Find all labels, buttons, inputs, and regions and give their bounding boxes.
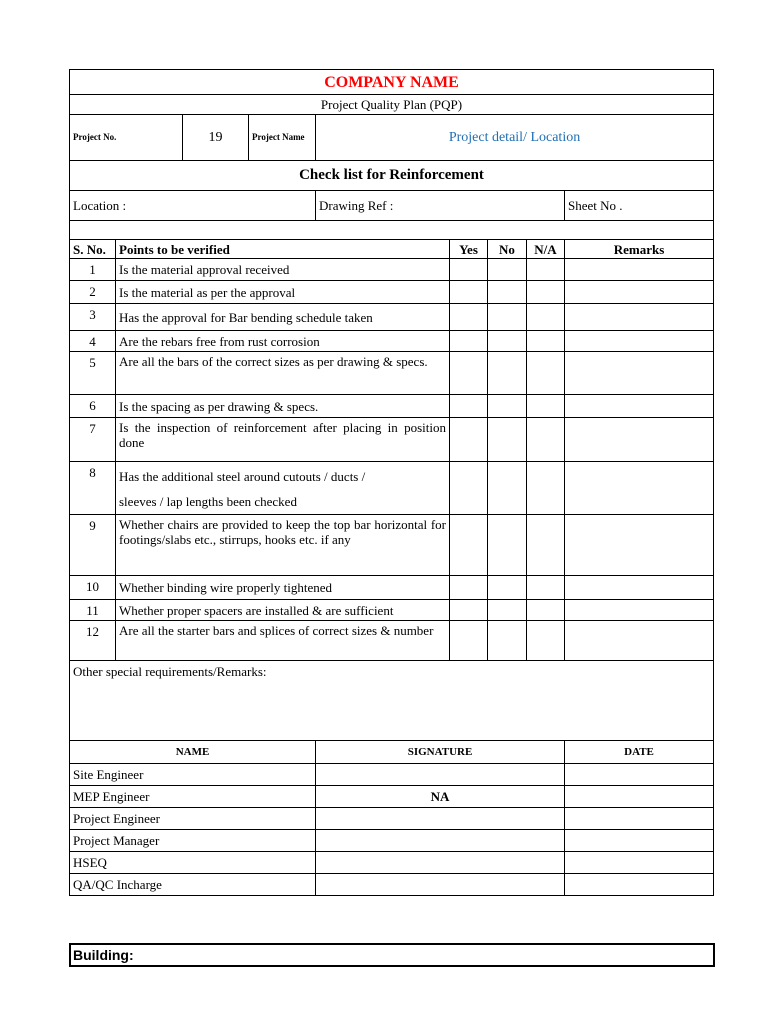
no-cell[interactable] [488,331,527,352]
table-row [70,281,714,304]
no-cell[interactable] [488,259,527,281]
company-row [70,70,714,95]
table-row [70,515,714,576]
signoff-row [70,874,714,896]
row-point-line: Has the additional steel around cutouts / ducts / [119,469,366,484]
checklist-table [69,69,714,896]
no-cell[interactable] [488,395,527,418]
no-cell[interactable] [488,418,527,462]
other-remarks-row [70,661,714,741]
yes-cell[interactable] [450,281,488,304]
row-number: 6 [70,395,116,418]
other-remarks-field[interactable]: Other special requirements/Remarks: [70,661,714,741]
col-signature: SIGNATURE [316,741,565,764]
row-number: 12 [70,621,116,661]
date-cell[interactable] [565,874,714,896]
row-number: 4 [70,331,116,352]
remarks-cell[interactable] [565,395,714,418]
project-name-label: Project Name [249,115,316,161]
row-number: 11 [70,600,116,621]
yes-cell[interactable] [450,395,488,418]
project-detail: Project detail/ Location [316,115,714,161]
na-cell[interactable] [527,621,565,661]
yes-cell[interactable] [450,259,488,281]
pqp-row [70,95,714,115]
row-number: 2 [70,281,116,304]
table-row [70,259,714,281]
checklist-sheet [69,69,713,896]
na-cell[interactable] [527,576,565,600]
na-cell[interactable] [527,281,565,304]
signature-cell[interactable] [316,764,565,786]
na-cell[interactable] [527,418,565,462]
signature-cell[interactable] [316,874,565,896]
signature-cell[interactable] [316,852,565,874]
signoff-name: Project Manager [70,830,316,852]
table-row [70,395,714,418]
date-cell[interactable] [565,808,714,830]
signoff-row [70,830,714,852]
na-cell[interactable] [527,331,565,352]
yes-cell[interactable] [450,418,488,462]
col-points: Points to be verified [116,240,450,259]
row-point [116,462,450,515]
na-cell[interactable] [527,515,565,576]
row-point: Are all the bars of the correct sizes as per drawing & specs. [116,352,450,395]
remarks-cell[interactable] [565,621,714,661]
remarks-cell[interactable] [565,281,714,304]
table-row [70,600,714,621]
project-no-label: Project No. [70,115,183,161]
no-cell[interactable] [488,576,527,600]
row-point: Is the material as per the approval [116,281,450,304]
na-cell[interactable] [527,304,565,331]
no-cell[interactable] [488,304,527,331]
signoff-name: QA/QC Incharge [70,874,316,896]
signoff-name: Site Engineer [70,764,316,786]
col-date: DATE [565,741,714,764]
table-row [70,352,714,395]
signoff-name: MEP Engineer [70,786,316,808]
col-sno: S. No. [70,240,116,259]
signoff-name: HSEQ [70,852,316,874]
checklist-header-row [70,240,714,259]
spacer-row [70,221,714,240]
col-yes: Yes [450,240,488,259]
no-cell[interactable] [488,352,527,395]
date-cell[interactable] [565,786,714,808]
signoff-row [70,786,714,808]
pqp-subtitle: Project Quality Plan (PQP) [70,95,714,115]
no-cell[interactable] [488,462,527,515]
project-row [70,115,714,161]
no-cell[interactable] [488,600,527,621]
spacer-cell [70,221,714,240]
date-cell[interactable] [565,830,714,852]
row-point: Are all the starter bars and splices of correct sizes & number [116,621,450,661]
table-row [70,576,714,600]
date-cell[interactable] [565,764,714,786]
yes-cell[interactable] [450,515,488,576]
remarks-cell[interactable] [565,600,714,621]
remarks-cell[interactable] [565,304,714,331]
no-cell[interactable] [488,281,527,304]
row-number: 3 [70,304,116,331]
company-name: COMPANY NAME [70,70,714,95]
no-cell[interactable] [488,515,527,576]
yes-cell[interactable] [450,331,488,352]
location-label: Location : [70,191,316,221]
row-point: Is the inspection of reinforcement after placing in position done [116,418,450,462]
row-point: Has the approval for Bar bending schedule taken [116,304,450,331]
col-name: NAME [70,741,316,764]
na-cell[interactable] [527,352,565,395]
title-row [70,161,714,191]
row-number: 10 [70,576,116,600]
na-cell[interactable] [527,395,565,418]
signoff-row [70,808,714,830]
signoff-header-row [70,741,714,764]
row-point: Whether binding wire properly tightened [116,576,450,600]
table-row [70,331,714,352]
row-number: 5 [70,352,116,395]
remarks-cell[interactable] [565,331,714,352]
signoff-row [70,764,714,786]
remarks-cell[interactable] [565,418,714,462]
row-point-line: sleeves / lap lengths been checked [119,494,297,509]
building-field[interactable]: Building: [69,943,715,967]
sheet-no-label: Sheet No . [565,191,714,221]
row-point: Whether proper spacers are installed & are sufficient [116,600,450,621]
signoff-name: Project Engineer [70,808,316,830]
table-row [70,418,714,462]
project-no-value: 19 [183,115,249,161]
remarks-cell[interactable] [565,259,714,281]
row-number: 9 [70,515,116,576]
yes-cell[interactable] [450,352,488,395]
na-cell[interactable] [527,600,565,621]
signature-cell[interactable]: NA [316,786,565,808]
checklist-title: Check list for Reinforcement [70,161,714,191]
table-row [70,621,714,661]
col-no: No [488,240,527,259]
col-na: N/A [527,240,565,259]
col-remarks: Remarks [565,240,714,259]
table-row [70,462,714,515]
yes-cell[interactable] [450,462,488,515]
row-point: Are the rebars free from rust corrosion [116,331,450,352]
signature-cell[interactable] [316,830,565,852]
location-row [70,191,714,221]
row-point: Whether chairs are provided to keep the top bar horizontal for footings/slabs etc., stirrups, hooks etc. if any [116,515,450,576]
row-number: 7 [70,418,116,462]
row-point: Is the spacing as per drawing & specs. [116,395,450,418]
yes-cell[interactable] [450,621,488,661]
yes-cell[interactable] [450,304,488,331]
na-cell[interactable] [527,462,565,515]
yes-cell[interactable] [450,600,488,621]
remarks-cell[interactable] [565,352,714,395]
table-row [70,304,714,331]
row-number: 8 [70,462,116,515]
signoff-row [70,852,714,874]
row-number: 1 [70,259,116,281]
remarks-cell[interactable] [565,576,714,600]
yes-cell[interactable] [450,576,488,600]
remarks-cell[interactable] [565,462,714,515]
signature-cell[interactable] [316,808,565,830]
row-point: Is the material approval received [116,259,450,281]
date-cell[interactable] [565,852,714,874]
na-cell[interactable] [527,259,565,281]
no-cell[interactable] [488,621,527,661]
remarks-cell[interactable] [565,515,714,576]
drawing-ref-label: Drawing Ref : [316,191,565,221]
